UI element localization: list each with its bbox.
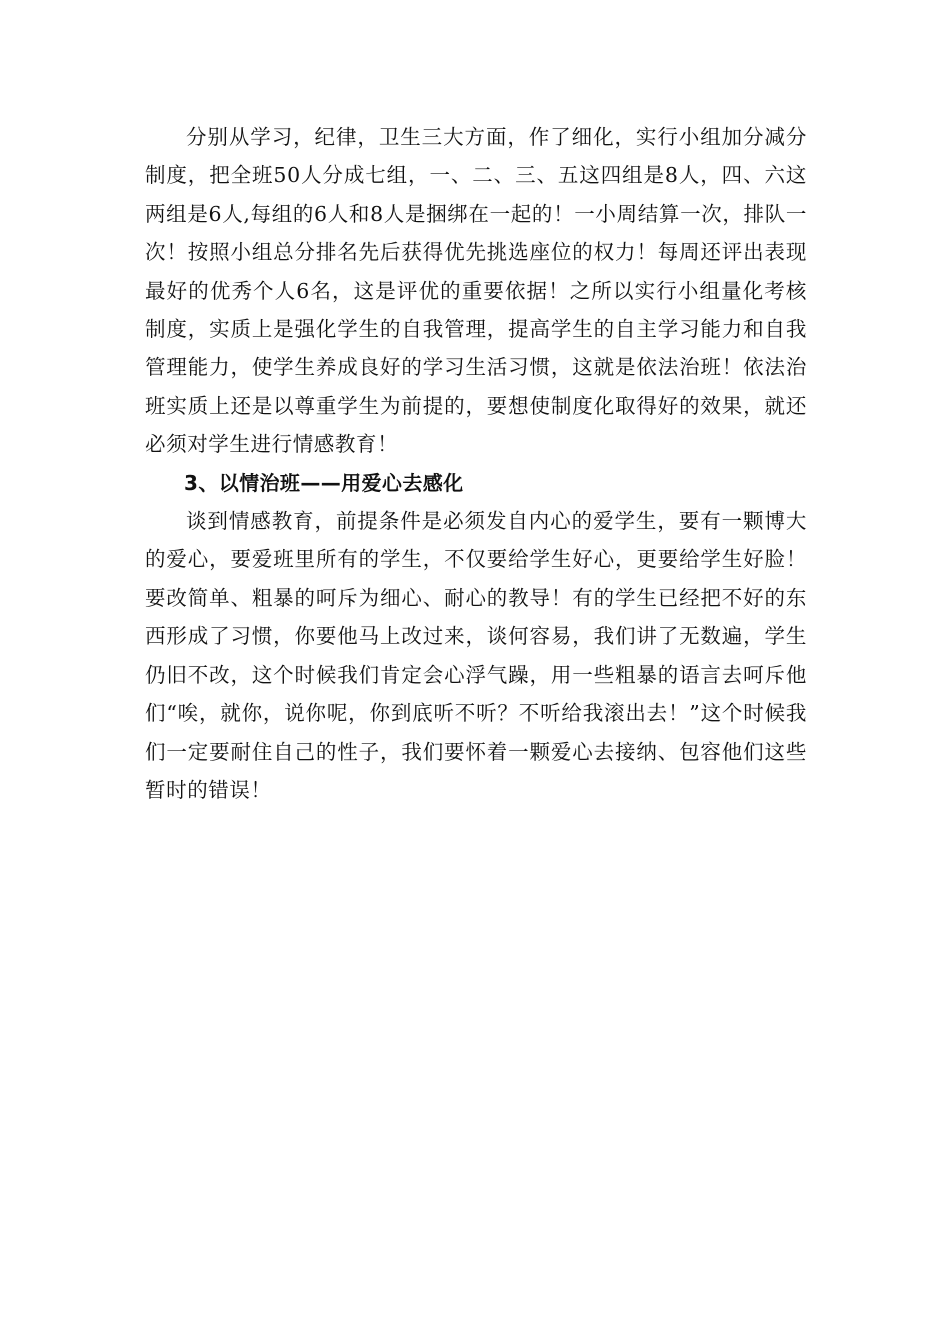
document-body bbox=[145, 118, 807, 809]
body-paragraph-2: 谈到情感教育，前提条件是必须发自内心的爱学生，要有一颗博大的爱心，要爱班里所有的学生，不仅要给学生好心，更要给学生好脸！要改简单、粗暴的呵斥为细心、耐心的教导！有的学生已经把不好的东西形成了习惯，你要他马上改过来，谈何容易，我们讲了无数遍，学生仍旧不改，这个时候我们肯定会心浮气躁，用一些粗暴的语言去呵斥他们“唉，就你，说你呢，你到底听不听？不听给我滚出去！”这个时候我们一定要耐住自己的性子，我们要怀着一颗爱心去接纳、包容他们这些暂时的错误！ bbox=[145, 509, 807, 802]
body-paragraph-1: 分别从学习，纪律，卫生三大方面，作了细化，实行小组加分减分制度，把全班50人分成七组，一、二、三、五这四组是8人，四、六这两组是6人,每组的6人和8人是捆绑在一起的！一小周结算一次，排队一次！按照小组总分排名先后获得优先挑选座位的权力！每周还评出表现最好的优秀个人6名，这是评优的重要依据！之所以实行小组量化考核制度，实质上是强化学生的自我管理，提高学生的自主学习能力和自我管理能力，使学生养成良好的学习生活习惯，这就是依法治班！依法治班实质上还是以尊重学生为前提的，要想使制度化取得好的效果，就还必须对学生进行情感教育！ bbox=[145, 125, 807, 457]
section-heading: 3、以情治班——用爱心去感化 bbox=[184, 470, 464, 495]
